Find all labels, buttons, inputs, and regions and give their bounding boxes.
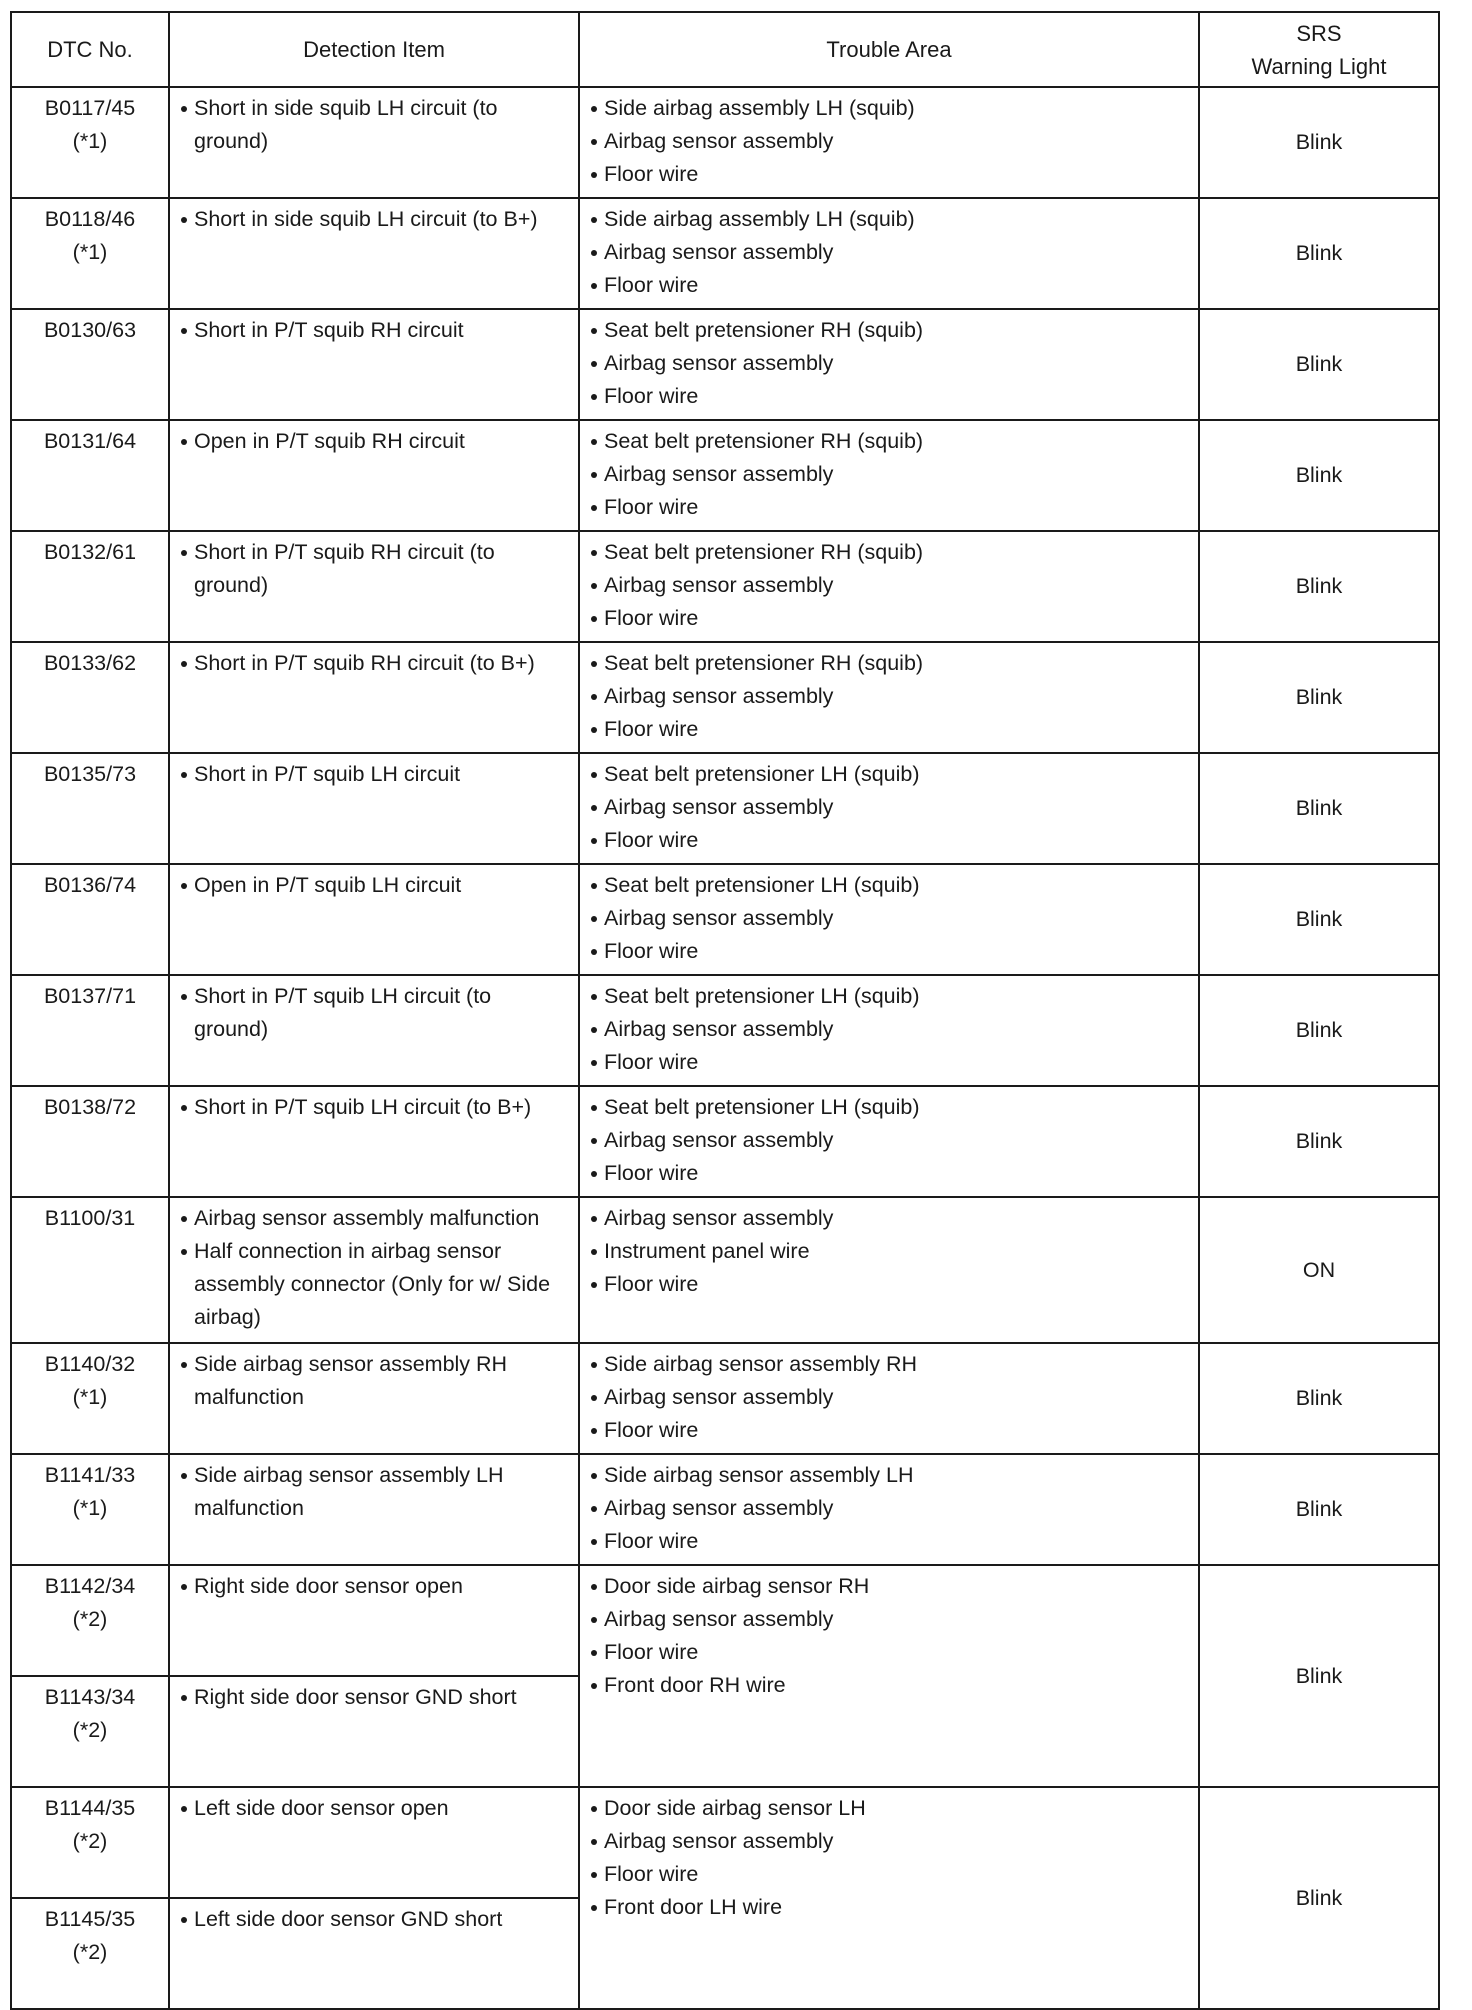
detection-cell-list	[181, 869, 570, 902]
detection-cell-list	[181, 1459, 570, 1525]
warning-light-cell: Blink	[1199, 531, 1439, 642]
detection-cell-list	[181, 1681, 570, 1714]
dtc-note: (*1)	[72, 240, 108, 264]
trouble-area-cell-list	[591, 1348, 1190, 1447]
bullet-item: Floor wire	[591, 1157, 1190, 1190]
trouble-area-cell	[579, 87, 1199, 198]
bullet-item: Side airbag sensor assembly LH malfunction	[181, 1459, 570, 1525]
detection-cell	[169, 87, 579, 198]
trouble-area-cell-list	[591, 92, 1190, 191]
bullet-item: Floor wire	[591, 1525, 1190, 1558]
trouble-area-cell-list	[591, 1091, 1190, 1190]
detection-cell	[169, 1197, 579, 1343]
bullet-item: Side airbag sensor assembly LH	[591, 1459, 1190, 1492]
table-row	[11, 753, 1439, 864]
trouble-area-cell-list	[591, 203, 1190, 302]
detection-cell	[169, 420, 579, 531]
bullet-item: Airbag sensor assembly	[591, 236, 1190, 269]
detection-cell	[169, 198, 579, 309]
trouble-area-cell-list	[591, 980, 1190, 1079]
dtc-code: B1144/35	[44, 1796, 136, 1820]
table-row	[11, 975, 1439, 1086]
detection-cell-list	[181, 1202, 570, 1334]
header-srs-line: SRS	[1296, 20, 1342, 46]
dtc-note: (*2)	[72, 1829, 108, 1853]
trouble-area-cell-list	[591, 314, 1190, 413]
bullet-item: Floor wire	[591, 1414, 1190, 1447]
warning-light-cell: Blink	[1199, 420, 1439, 531]
dtc-code-cell	[11, 1197, 169, 1343]
bullet-item: Seat belt pretensioner RH (squib)	[591, 536, 1190, 569]
header-row	[11, 12, 1439, 87]
dtc-code-cell	[11, 1898, 169, 2009]
trouble-area-cell-list	[591, 1459, 1190, 1558]
detection-cell-list	[181, 1348, 570, 1414]
trouble-area-cell-list	[591, 1792, 1190, 1924]
bullet-item: Floor wire	[591, 491, 1190, 524]
dtc-code: B0130/63	[43, 318, 137, 342]
bullet-item: Short in P/T squib LH circuit (to ground)	[181, 980, 570, 1046]
detection-cell	[169, 1454, 579, 1565]
bullet-item: Seat belt pretensioner RH (squib)	[591, 425, 1190, 458]
trouble-area-cell	[579, 642, 1199, 753]
table-row	[11, 198, 1439, 309]
warning-light-cell: Blink	[1199, 87, 1439, 198]
detection-cell	[169, 642, 579, 753]
trouble-area-cell-list	[591, 647, 1190, 746]
trouble-area-cell	[579, 753, 1199, 864]
dtc-code: B0131/64	[43, 429, 137, 453]
dtc-code-cell	[11, 420, 169, 531]
bullet-item: Side airbag assembly LH (squib)	[591, 203, 1190, 236]
table-row	[11, 87, 1439, 198]
bullet-item: Open in P/T squib LH circuit	[181, 869, 570, 902]
table-row	[11, 1454, 1439, 1565]
table-row	[11, 1197, 1439, 1343]
bullet-item: Front door RH wire	[591, 1669, 1190, 1702]
bullet-item: Seat belt pretensioner LH (squib)	[591, 1091, 1190, 1124]
trouble-area-cell-list	[591, 1202, 1190, 1301]
bullet-item: Left side door sensor GND short	[181, 1903, 570, 1936]
table-body	[11, 87, 1439, 2009]
warning-light-cell: Blink	[1199, 1086, 1439, 1197]
dtc-note: (*1)	[72, 129, 108, 153]
bullet-item: Short in P/T squib RH circuit (to B+)	[181, 647, 570, 680]
bullet-item: Right side door sensor open	[181, 1570, 570, 1603]
dtc-note: (*2)	[72, 1607, 108, 1631]
bullet-item: Airbag sensor assembly	[591, 1603, 1190, 1636]
warning-light-cell: ON	[1199, 1197, 1439, 1343]
trouble-area-cell	[579, 531, 1199, 642]
detection-cell	[169, 1565, 579, 1676]
dtc-code: B1140/32	[44, 1352, 136, 1376]
detection-cell	[169, 1787, 579, 1898]
trouble-area-cell-list	[591, 536, 1190, 635]
dtc-note: (*2)	[72, 1940, 108, 1964]
dtc-code: B1100/31	[44, 1206, 136, 1230]
detection-cell	[169, 753, 579, 864]
dtc-code-cell	[11, 1343, 169, 1454]
bullet-item: Floor wire	[591, 602, 1190, 635]
bullet-item: Short in side squib LH circuit (to B+)	[181, 203, 570, 236]
warning-light-cell: Blink	[1199, 309, 1439, 420]
bullet-item: Airbag sensor assembly	[591, 1492, 1190, 1525]
detection-cell	[169, 1086, 579, 1197]
table-row	[11, 864, 1439, 975]
dtc-code-cell	[11, 1086, 169, 1197]
bullet-item: Airbag sensor assembly	[591, 458, 1190, 491]
detection-cell	[169, 1676, 579, 1787]
header-warning-light-line: Warning Light	[1251, 53, 1387, 79]
trouble-area-cell	[579, 975, 1199, 1086]
bullet-item: Instrument panel wire	[591, 1235, 1190, 1268]
dtc-code-cell	[11, 1454, 169, 1565]
trouble-area-cell	[579, 1197, 1199, 1343]
detection-cell	[169, 975, 579, 1086]
bullet-item: Floor wire	[591, 824, 1190, 857]
bullet-item: Floor wire	[591, 269, 1190, 302]
bullet-item: Seat belt pretensioner LH (squib)	[591, 758, 1190, 791]
trouble-area-cell	[579, 1565, 1199, 1787]
trouble-area-cell	[579, 198, 1199, 309]
bullet-item: Short in P/T squib RH circuit (to ground)	[181, 536, 570, 602]
dtc-code: B1142/34	[44, 1574, 136, 1598]
detection-cell-list	[181, 758, 570, 791]
bullet-item: Airbag sensor assembly malfunction	[181, 1202, 570, 1235]
bullet-item: Seat belt pretensioner LH (squib)	[591, 869, 1190, 902]
dtc-code-cell	[11, 1787, 169, 1898]
dtc-code-cell	[11, 198, 169, 309]
bullet-item: Seat belt pretensioner RH (squib)	[591, 314, 1190, 347]
dtc-code-cell	[11, 87, 169, 198]
detection-cell	[169, 309, 579, 420]
bullet-item: Seat belt pretensioner RH (squib)	[591, 647, 1190, 680]
dtc-table	[10, 11, 1440, 2010]
bullet-item: Open in P/T squib RH circuit	[181, 425, 570, 458]
bullet-item: Airbag sensor assembly	[591, 125, 1190, 158]
dtc-code-cell	[11, 1676, 169, 1787]
trouble-area-cell	[579, 309, 1199, 420]
warning-light-cell: Blink	[1199, 1787, 1439, 2009]
dtc-code: B1145/35	[44, 1907, 136, 1931]
trouble-area-cell-list	[591, 758, 1190, 857]
bullet-item: Front door LH wire	[591, 1891, 1190, 1924]
dtc-code: B1141/33	[44, 1463, 136, 1487]
detection-cell	[169, 1898, 579, 2009]
detection-cell-list	[181, 92, 570, 158]
header-dtc-no: DTC No.	[11, 12, 169, 87]
warning-light-cell: Blink	[1199, 1454, 1439, 1565]
dtc-code-cell	[11, 642, 169, 753]
trouble-area-cell-list	[591, 1570, 1190, 1702]
warning-light-cell: Blink	[1199, 753, 1439, 864]
bullet-item: Floor wire	[591, 713, 1190, 746]
bullet-item: Airbag sensor assembly	[591, 569, 1190, 602]
dtc-code-cell	[11, 309, 169, 420]
bullet-item: Door side airbag sensor RH	[591, 1570, 1190, 1603]
detection-cell-list	[181, 1903, 570, 1936]
table-row	[11, 1086, 1439, 1197]
table-row	[11, 531, 1439, 642]
bullet-item: Floor wire	[591, 1636, 1190, 1669]
dtc-code: B0138/72	[43, 1095, 137, 1119]
dtc-code: B0136/74	[43, 873, 137, 897]
dtc-code-cell	[11, 864, 169, 975]
detection-cell-list	[181, 203, 570, 236]
bullet-item: Floor wire	[591, 935, 1190, 968]
bullet-item: Floor wire	[591, 380, 1190, 413]
bullet-item: Short in P/T squib LH circuit (to B+)	[181, 1091, 570, 1124]
detection-cell	[169, 864, 579, 975]
trouble-area-cell-list	[591, 425, 1190, 524]
trouble-area-cell	[579, 420, 1199, 531]
bullet-item: Short in P/T squib LH circuit	[181, 758, 570, 791]
bullet-item: Short in side squib LH circuit (to ground)	[181, 92, 570, 158]
bullet-item: Airbag sensor assembly	[591, 1381, 1190, 1414]
table-row	[11, 1787, 1439, 1898]
bullet-item: Door side airbag sensor LH	[591, 1792, 1190, 1825]
dtc-code-cell	[11, 531, 169, 642]
table-row	[11, 309, 1439, 420]
trouble-area-cell	[579, 1454, 1199, 1565]
bullet-item: Airbag sensor assembly	[591, 902, 1190, 935]
detection-cell	[169, 1343, 579, 1454]
table-row	[11, 642, 1439, 753]
bullet-item: Side airbag assembly LH (squib)	[591, 92, 1190, 125]
bullet-item: Side airbag sensor assembly RH malfunction	[181, 1348, 570, 1414]
dtc-code: B1143/34	[44, 1685, 136, 1709]
warning-light-cell: Blink	[1199, 975, 1439, 1086]
dtc-note: (*1)	[72, 1496, 108, 1520]
dtc-code: B0137/71	[43, 984, 137, 1008]
dtc-code: B0133/62	[43, 651, 137, 675]
warning-light-cell: Blink	[1199, 1343, 1439, 1454]
bullet-item: Airbag sensor assembly	[591, 680, 1190, 713]
detection-cell-list	[181, 980, 570, 1046]
trouble-area-cell	[579, 1343, 1199, 1454]
detection-cell-list	[181, 647, 570, 680]
dtc-code-cell	[11, 753, 169, 864]
warning-light-cell: Blink	[1199, 864, 1439, 975]
dtc-code: B0135/73	[43, 762, 137, 786]
bullet-item: Side airbag sensor assembly RH	[591, 1348, 1190, 1381]
bullet-item: Airbag sensor assembly	[591, 1825, 1190, 1858]
dtc-code: B0117/45	[44, 96, 136, 120]
trouble-area-cell	[579, 1086, 1199, 1197]
bullet-item: Airbag sensor assembly	[591, 347, 1190, 380]
warning-light-cell: Blink	[1199, 1565, 1439, 1787]
bullet-item: Floor wire	[591, 1858, 1190, 1891]
table-row	[11, 1565, 1439, 1676]
trouble-area-cell-list	[591, 869, 1190, 968]
bullet-item: Airbag sensor assembly	[591, 791, 1190, 824]
dtc-code-cell	[11, 975, 169, 1086]
dtc-code: B0132/61	[43, 540, 137, 564]
trouble-area-cell	[579, 864, 1199, 975]
trouble-area-cell	[579, 1787, 1199, 2009]
detection-cell-list	[181, 314, 570, 347]
detection-cell-list	[181, 1792, 570, 1825]
detection-cell-list	[181, 1570, 570, 1603]
bullet-item: Floor wire	[591, 1046, 1190, 1079]
bullet-item: Floor wire	[591, 1268, 1190, 1301]
bullet-item: Airbag sensor assembly	[591, 1124, 1190, 1157]
bullet-item: Half connection in airbag sensor assembly connector (Only for w/ Side airbag)	[181, 1235, 570, 1334]
dtc-note: (*2)	[72, 1718, 108, 1742]
detection-cell-list	[181, 425, 570, 458]
warning-light-cell: Blink	[1199, 198, 1439, 309]
dtc-code: B0118/46	[44, 207, 136, 231]
table-row	[11, 420, 1439, 531]
detection-cell	[169, 531, 579, 642]
warning-light-cell: Blink	[1199, 642, 1439, 753]
bullet-item: Airbag sensor assembly	[591, 1202, 1190, 1235]
dtc-note: (*1)	[72, 1385, 108, 1409]
detection-cell-list	[181, 536, 570, 602]
table-row	[11, 1343, 1439, 1454]
header-trouble-area: Trouble Area	[579, 12, 1199, 87]
bullet-item: Floor wire	[591, 158, 1190, 191]
header-detection-item: Detection Item	[169, 12, 579, 87]
bullet-item: Airbag sensor assembly	[591, 1013, 1190, 1046]
header-srs-warning-light	[1199, 12, 1439, 87]
bullet-item: Left side door sensor open	[181, 1792, 570, 1825]
dtc-code-cell	[11, 1565, 169, 1676]
bullet-item: Right side door sensor GND short	[181, 1681, 570, 1714]
detection-cell-list	[181, 1091, 570, 1124]
bullet-item: Seat belt pretensioner LH (squib)	[591, 980, 1190, 1013]
bullet-item: Short in P/T squib RH circuit	[181, 314, 570, 347]
